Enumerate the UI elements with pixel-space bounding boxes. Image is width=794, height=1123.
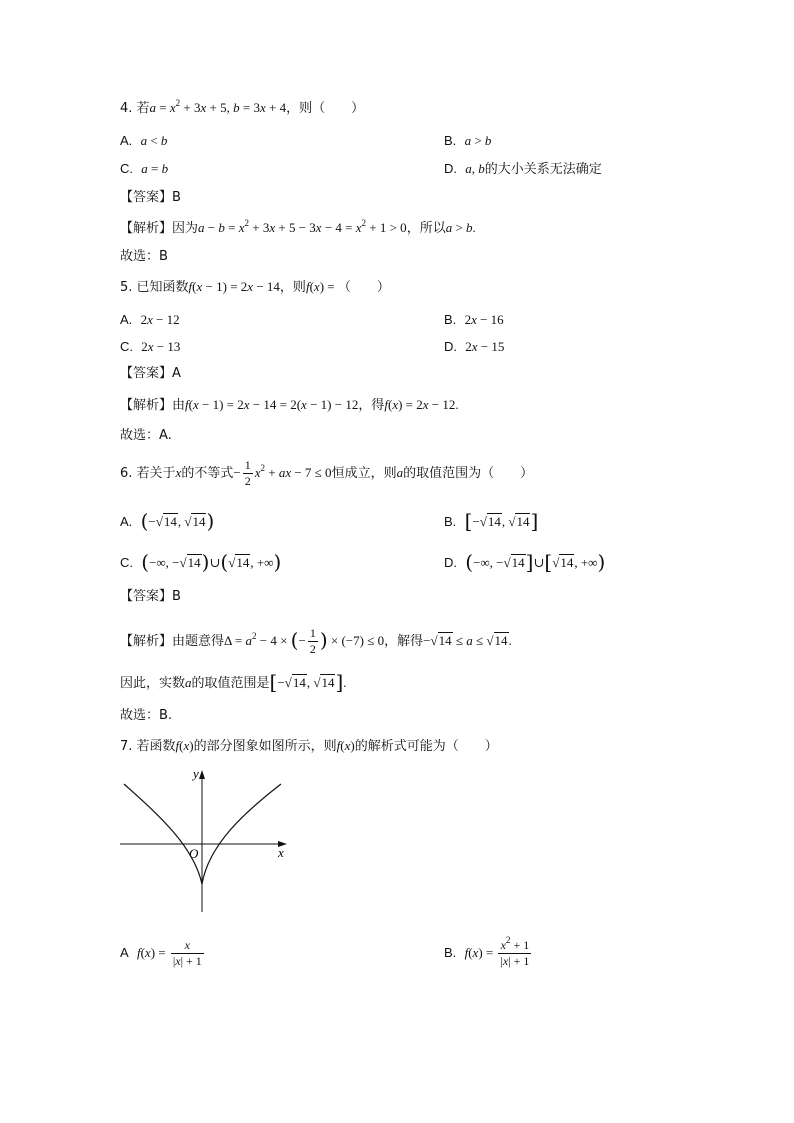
q4-analysis: 【解析】因为$a - b = x^2 + 3x + 5 - 3x - 4 = x^2 + 1 > 0$，所以a > b. — [120, 218, 476, 236]
y-axis-arrow — [199, 770, 205, 779]
q4-stem: 4. 若$a = x^2 + 3x + 5$, b = 3x + 4，则（ ） — [120, 98, 365, 116]
q4-option-d: D. a, b的大小关系无法确定 — [444, 161, 602, 177]
q5-analysis: 【解析】由f(x − 1) = 2x − 14 = 2(x − 1) − 12，得f(x) = 2x − 12. — [120, 397, 459, 413]
q6-option-c: C. (−∞, −√14)∪(√14, +∞) — [120, 550, 282, 574]
q5-answer: 【答案】A — [120, 366, 181, 381]
q7-function-graph — [115, 762, 295, 917]
q6-analysis: 【解析】由题意得$\Delta = a^2 - 4$ × (− $\frac{1}{2}$ ) × (−7) ≤ 0，解得−√14 ≤ a ≤ √14. — [120, 626, 512, 656]
x-axis-label: x — [278, 845, 284, 860]
q4-answer: 【答案】B — [120, 190, 181, 205]
q5-option-a: A. 2x − 12 — [120, 312, 180, 327]
q5-conclusion: 故选：A. — [120, 428, 172, 443]
q5-stem: 5. 已知函数f(x − 1) = 2x − 14，则f(x) = （ ） — [120, 279, 390, 295]
q6-therefore: 因此，实数a的取值范围是[−√14, √14]. — [120, 670, 347, 694]
q4-option-b: B. a > b — [444, 133, 492, 148]
q4-option-a: A. a < b — [120, 133, 168, 148]
q6-answer: 【答案】B — [120, 589, 181, 604]
q4-conclusion: 故选：B — [120, 249, 168, 264]
q7-option-b: B. f(x) = $\frac{x^2 + 1}{|x| + 1}$ — [444, 935, 530, 968]
y-axis-label: y — [193, 766, 199, 781]
q4-option-c: C. a = b — [120, 161, 169, 176]
q6-option-b: B. [−√14, √14] — [444, 509, 539, 533]
curve-right — [202, 784, 281, 884]
curve-left — [124, 784, 202, 884]
origin-label: O — [189, 846, 199, 861]
q6-conclusion: 故选：B. — [120, 708, 173, 723]
q6-option-d: D. (−∞, −√14]∪[√14, +∞) — [444, 550, 606, 574]
q5-option-b: B. 2x − 16 — [444, 312, 504, 327]
q5-option-c: C. 2x − 13 — [120, 339, 181, 354]
q7-stem: 7. 若函数f(x)的部分图象如图所示，则f(x)的解析式可能为（ ） — [120, 738, 498, 754]
q6-option-a: A. (−√14, √14) — [120, 509, 215, 533]
q7-option-a: A f(x) = $\frac{x}{|x| + 1}$ — [120, 938, 202, 968]
q6-stem: 6. 若关于x的不等式− $\frac{1}{2}$ $x^2$ + ax − 7 ≤ 0恒成立，则a的取值范围为（ ） — [120, 458, 534, 488]
q5-option-d: D. 2x − 15 — [444, 339, 505, 354]
